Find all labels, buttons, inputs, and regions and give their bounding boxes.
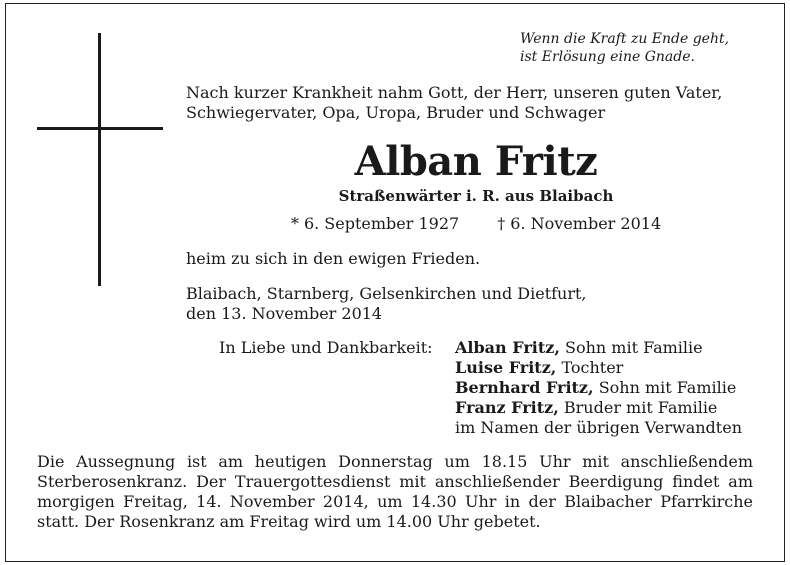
motto-line: Wenn die Kraft zu Ende geht, <box>520 31 730 47</box>
mourner-row <box>455 338 742 358</box>
peace-line: heim zu sich in den ewigen Frieden. <box>186 249 481 268</box>
birth-date: * 6. September 1927 <box>290 214 460 233</box>
mourner-name: Luise Fritz, <box>455 358 557 377</box>
mourning-label: In Liebe und Dankbarkeit: <box>219 338 433 357</box>
mourner-row <box>455 358 742 378</box>
date-line: den 13. November 2014 <box>186 304 383 323</box>
intro-line: Nach kurzer Krankheit nahm Gott, der Herr, unseren guten Vater, <box>186 83 723 102</box>
funeral-line: morgigen Freitag, 14. November 2014, um 14.30 Uhr in der Blaibacher Pfarrkirche <box>37 492 753 511</box>
motto-line: ist Erlösung eine Gnade. <box>520 49 695 65</box>
motto-verse <box>520 30 729 66</box>
mourner-relation: Bruder mit Familie <box>563 398 718 417</box>
intro-text <box>186 83 766 123</box>
mourner-relation: Tochter <box>561 358 624 377</box>
mourner-row <box>455 398 742 418</box>
cross-horizontal-bar <box>37 127 163 130</box>
intro-line: Schwiegervater, Opa, Uropa, Bruder und Schwager <box>186 103 606 122</box>
mourner-name: Franz Fritz, <box>455 398 559 417</box>
mourner-row <box>455 418 742 438</box>
mourner-relation: im Namen der übrigen Verwandten <box>455 418 742 437</box>
mourner-name: Bernhard Fritz, <box>455 378 594 397</box>
deceased-subtitle: Straßenwärter i. R. aus Blaibach <box>338 187 614 205</box>
mourner-name: Alban Fritz, <box>455 338 560 357</box>
funeral-line: statt. Der Rosenkranz am Freitag wird um 14.00 Uhr gebetet. <box>37 512 541 531</box>
funeral-details <box>37 452 753 532</box>
mourners-list <box>455 338 742 438</box>
funeral-line: Sterberosenkranz. Der Trauergottesdienst mit anschließender Beerdigung findet am <box>37 472 753 491</box>
deceased-name: Alban Fritz <box>354 138 598 185</box>
mourner-relation: Sohn mit Familie <box>598 378 737 397</box>
cross-vertical-bar <box>98 33 101 286</box>
mourner-relation: Sohn mit Familie <box>564 338 703 357</box>
place-line: Blaibach, Starnberg, Gelsenkirchen und Dietfurt, <box>186 284 587 303</box>
place-date <box>186 284 587 324</box>
mourner-row <box>455 378 742 398</box>
funeral-line: Die Aussegnung ist am heutigen Donnerstag um 18.15 Uhr mit anschließendem <box>37 452 753 471</box>
life-dates <box>186 214 766 234</box>
death-date: † 6. November 2014 <box>497 214 662 233</box>
